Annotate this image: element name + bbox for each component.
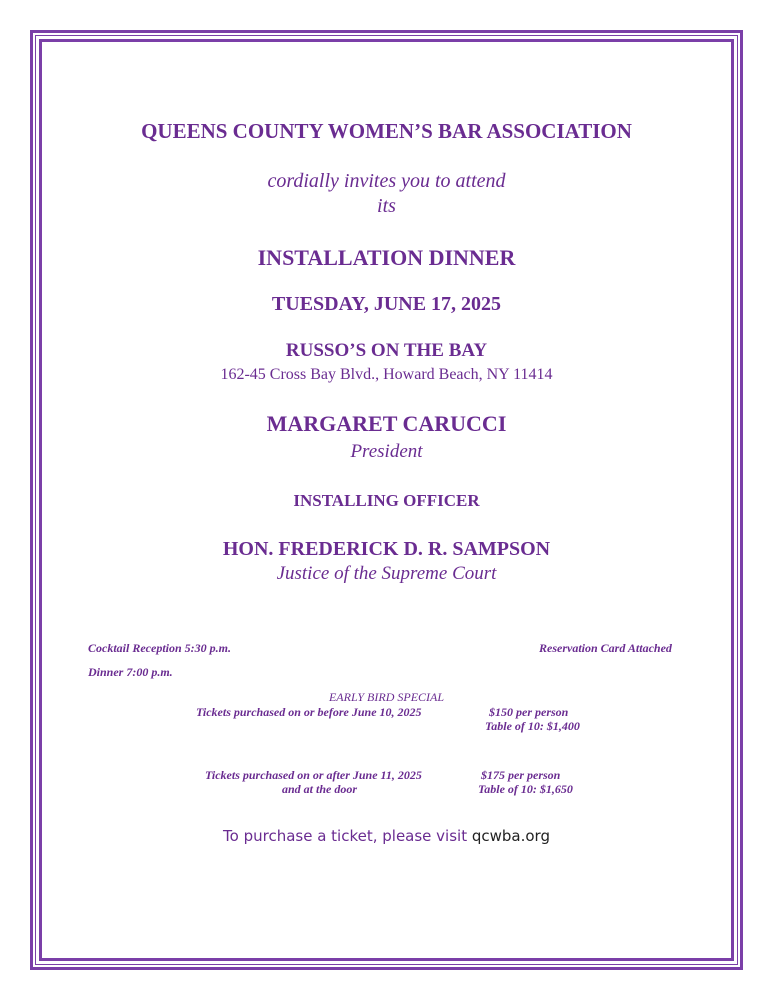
venue-address: 162-45 Cross Bay Blvd., Howard Beach, NY 11414 — [220, 366, 553, 383]
early-bird-heading: EARLY BIRD SPECIAL — [328, 690, 445, 704]
cocktail-reception-time: Cocktail Reception 5:30 p.m. — [88, 641, 231, 655]
event-title: INSTALLATION DINNER — [257, 245, 516, 270]
installing-officer-title: Justice of the Supreme Court — [276, 563, 497, 584]
regular-per-person: $175 per person — [481, 768, 561, 782]
event-date: TUESDAY, JUNE 17, 2025 — [271, 293, 502, 315]
organization-name: QUEENS COUNTY WOMEN’S BAR ASSOCIATION — [141, 119, 632, 143]
early-bird-per-person: $150 per person — [489, 705, 569, 719]
regular-description-door: and at the door — [282, 782, 358, 796]
purchase-link[interactable]: qcwba.org — [471, 827, 550, 845]
regular-table-price: Table of 10: $1,650 — [478, 782, 573, 796]
president-name: MARGARET CARUCCI — [266, 411, 507, 436]
reservation-note: Reservation Card Attached — [539, 641, 672, 655]
installing-officer-name: HON. FREDERICK D. R. SAMPSON — [222, 538, 551, 560]
early-bird-description: Tickets purchased on or before June 10, 2025 — [196, 705, 422, 719]
purchase-text: To purchase a ticket, please visit — [223, 827, 472, 845]
dinner-time: Dinner 7:00 p.m. — [88, 665, 173, 679]
regular-description: Tickets purchased on or after June 11, 2025 — [205, 768, 422, 782]
venue-name: RUSSO’S ON THE BAY — [285, 340, 488, 361]
president-title: President — [350, 441, 423, 462]
purchase-line — [0, 827, 773, 845]
invitation-line: cordially invites you to attend — [267, 170, 506, 192]
installing-officer-heading: INSTALLING OFFICER — [293, 491, 480, 510]
invitation-its: its — [377, 195, 396, 217]
early-bird-table-price: Table of 10: $1,400 — [485, 719, 580, 733]
